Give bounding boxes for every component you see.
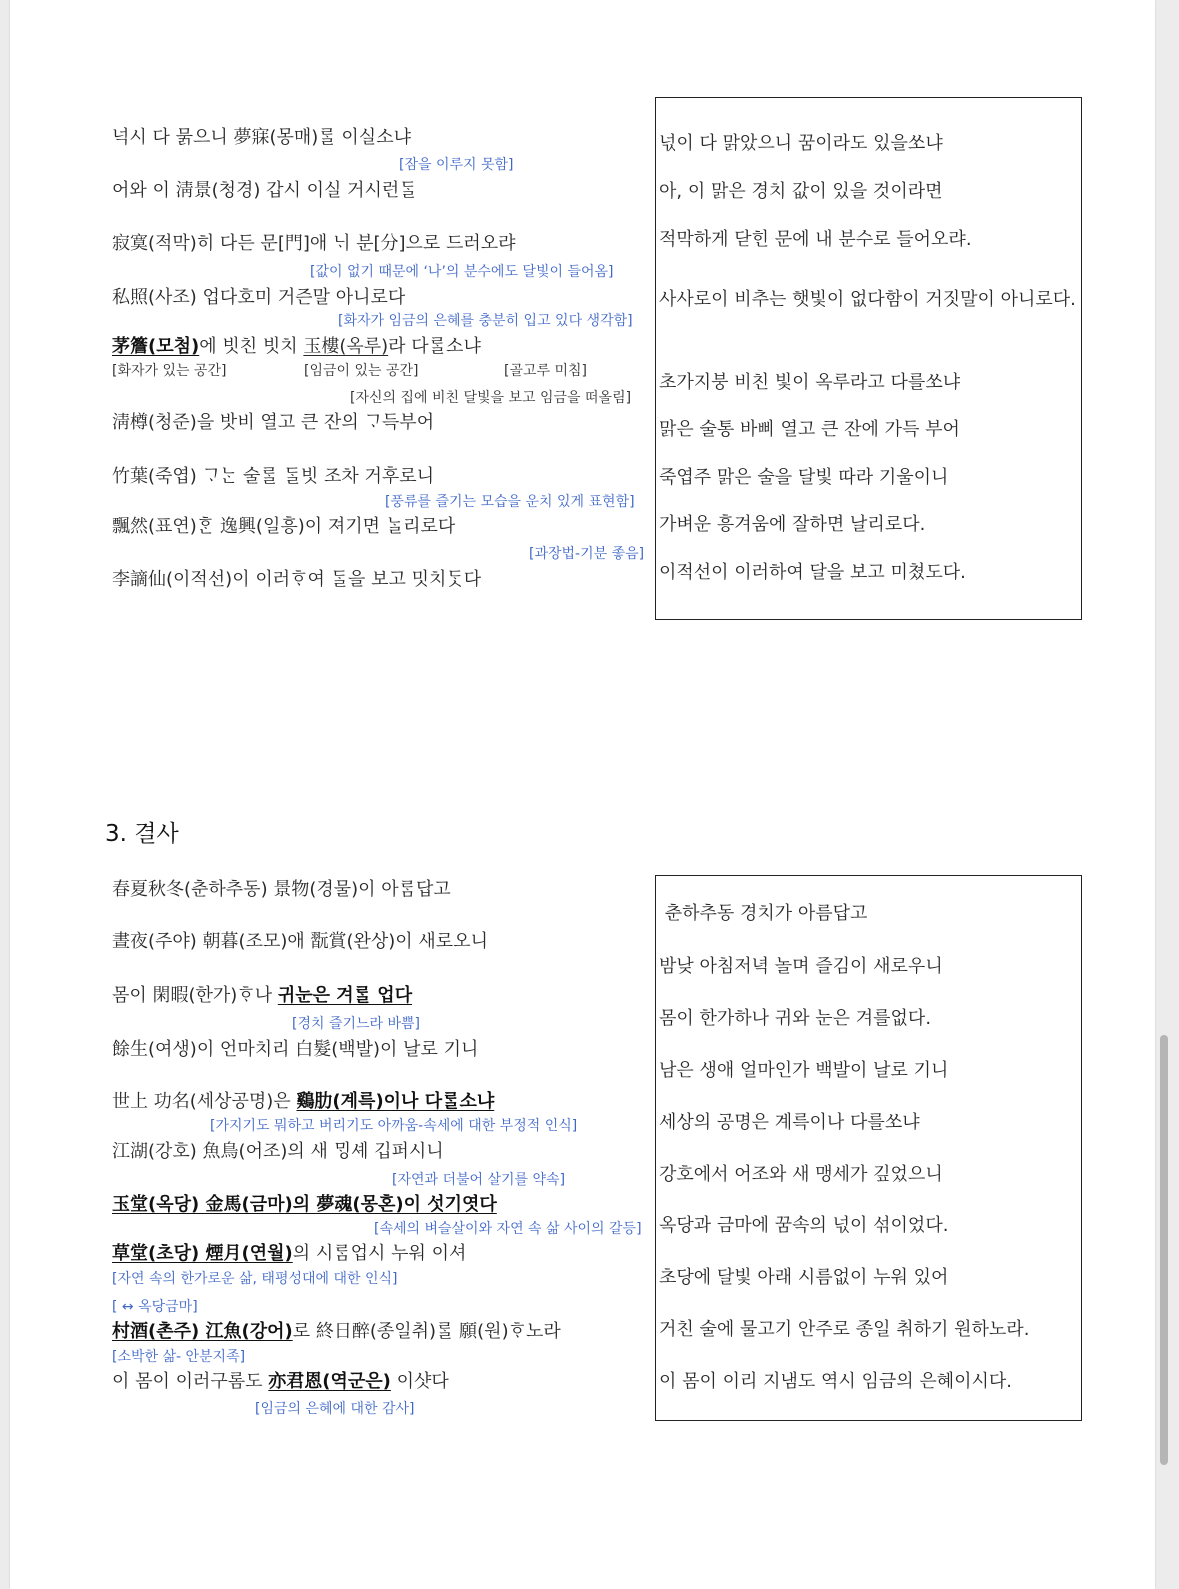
emphasis-text: 茅簷(모첨) xyxy=(112,336,200,357)
poem-line: 李謫仙(이적선)이 이러ᄒᆞ여 ᄃᆞᆯ을 보고 밋치ᄃᆞᆺ다 xyxy=(112,569,482,590)
poem-line xyxy=(112,1194,497,1216)
poem-line: 寂寞(적막)히 다든 문[門]애 ᄂᆡ 분[分]으로 드러오랴 xyxy=(112,233,516,254)
poem-line: 飄然(표연)ᄒᆞᆫ 逸興(일흥)이 져기면 ᄂᆞᆯ리로다 xyxy=(112,516,456,537)
line-text: 世上 功名(세상공명)은 xyxy=(112,1091,297,1112)
translation-line: 이 몸이 이리 지냄도 역시 임금의 은혜이시다. xyxy=(659,1371,1013,1392)
annotation: [화자가 임금의 은혜를 충분히 입고 있다 생각함] xyxy=(338,313,633,329)
emphasis-text: 귀눈은 겨ᄅᆞᆯ 업다 xyxy=(277,985,413,1006)
line-text: 이샷다 xyxy=(390,1371,449,1392)
translation-box xyxy=(655,875,1082,1421)
poem-line xyxy=(112,1321,561,1343)
poem-line: 晝夜(주야) 朝暮(조모)애 翫賞(완상)이 새로오니 xyxy=(112,931,488,952)
annotation: [화자가 있는 공간] xyxy=(112,363,227,379)
poem-line: 江湖(강호) 魚鳥(어조)의 새 ᄆᆡᆼ셰 깁퍼시니 xyxy=(112,1141,444,1162)
annotation: [경치 즐기느라 바쁨] xyxy=(292,1016,421,1032)
translation-line: 적막하게 닫힌 문에 내 분수로 들어오랴. xyxy=(659,229,972,250)
underlined-text: 玉樓(옥루) xyxy=(303,336,389,357)
poem-line: 넉시 다 묽으니 夢寐(몽매)ᄅᆞᆯ 이실소냐 xyxy=(112,127,411,148)
translation-line: 세상의 공명은 계륵이나 다를쏘냐 xyxy=(659,1112,920,1133)
translation-line: 사사로이 비추는 햇빛이 없다함이 거짓말이 아니로다. xyxy=(659,289,1076,310)
vertical-scrollbar[interactable] xyxy=(1160,1035,1168,1465)
annotation: [임금의 은혜에 대한 감사] xyxy=(255,1401,415,1417)
poem-line: 어와 이 淸景(청경) 갑시 이실 거시런ᄃᆞᆯ xyxy=(112,180,417,201)
annotation: [임금이 있는 공간] xyxy=(304,363,419,379)
translation-line: 강호에서 어조와 새 맹세가 깊었으니 xyxy=(659,1164,943,1185)
line-text: 에 빗친 빗치 xyxy=(199,336,304,357)
line-text: 의 시ᄅᆞᆷ업시 누워 이셔 xyxy=(292,1243,467,1264)
emphasis-text: 草堂(초당) 煙月(연월) xyxy=(112,1243,293,1264)
line-text: 몸이 閑暇(한가)ᄒᆞ나 xyxy=(112,985,278,1006)
emphasis-text: 亦君恩(역군은) xyxy=(268,1371,391,1392)
translation-line: 죽엽주 맑은 술을 달빛 따라 기울이니 xyxy=(659,467,949,488)
annotation: [값이 없기 때문에 ‘나’의 분수에도 달빛이 들어옴] xyxy=(310,264,614,280)
document-page xyxy=(10,0,1155,1589)
poem-line: 餘生(여생)이 언마치리 白髮(백발)이 날로 기니 xyxy=(112,1039,479,1060)
line-text: 라 다ᄅᆞᆯ소냐 xyxy=(388,336,481,357)
line-text: 로 終日醉(종일취)ᄅᆞᆯ 願(원)ᄒᆞ노라 xyxy=(292,1321,561,1342)
translation-line: 맑은 술통 바삐 열고 큰 잔에 가득 부어 xyxy=(659,419,960,440)
translation-line: 남은 생애 얼마인가 백발이 날로 기니 xyxy=(659,1060,949,1081)
poem-line xyxy=(112,336,481,358)
poem-line xyxy=(112,1091,494,1113)
annotation: [풍류를 즐기는 모습을 운치 있게 표현함] xyxy=(385,494,635,510)
translation-line: 아, 이 맑은 경치 값이 있을 것이라면 xyxy=(659,181,943,202)
poem-line: 私照(사조) 업다호미 거즌말 아니로다 xyxy=(112,287,406,308)
translation-box xyxy=(655,97,1082,620)
annotation: [잠을 이루지 못함] xyxy=(399,157,514,173)
translation-line: 가벼운 흥겨움에 잘하면 날리로다. xyxy=(659,514,926,535)
translation-line: 몸이 한가하나 귀와 눈은 겨를없다. xyxy=(659,1008,932,1029)
translation-line: 춘하추동 경치가 아름답고 xyxy=(659,903,868,924)
line-text: 이 몸이 이러구롬도 xyxy=(112,1371,269,1392)
emphasis-text: 鷄肋(계륵)이나 다ᄅᆞᆯ소냐 xyxy=(296,1091,495,1112)
poem-line: 春夏秋冬(춘하추동) 景物(경물)이 아ᄅᆞᆷ답고 xyxy=(112,879,451,900)
translation-line: 이적선이 이러하여 달을 보고 미쳤도다. xyxy=(659,562,966,583)
annotation: [골고루 미침] xyxy=(504,363,587,379)
translation-line: 밤낮 아침저녁 놀며 즐김이 새로우니 xyxy=(659,956,943,977)
translation-line: 거친 술에 물고기 안주로 종일 취하기 원하노라. xyxy=(659,1319,1030,1340)
annotation: [과장법-기분 좋음] xyxy=(529,546,645,562)
translation-line: 옥당과 금마에 꿈속의 넋이 섞이었다. xyxy=(659,1215,949,1236)
emphasis-text: 玉堂(옥당) 金馬(금마)의 夢魂(몽혼)이 섯기엿다 xyxy=(112,1194,497,1215)
annotation: [자연 속의 한가로운 삶, 태평성대에 대한 인식] xyxy=(112,1271,398,1287)
annotation: [자연과 더불어 살기를 약속] xyxy=(392,1172,566,1188)
poem-line: 竹葉(죽엽) ᄀᆞᄂᆞᆫ 술ᄅᆞᆯ ᄃᆞᆯ빗 조차 거후로니 xyxy=(112,466,435,487)
annotation: [가지기도 뭐하고 버리기도 아까움-속세에 대한 부정적 인식] xyxy=(210,1118,578,1134)
annotation: [ ↔ 옥당금마] xyxy=(112,1299,198,1315)
annotation: [속세의 벼슬살이와 자연 속 삶 사이의 갈등] xyxy=(374,1221,642,1237)
translation-line: 초가지붕 비친 빛이 옥루라고 다를쏘냐 xyxy=(659,372,961,393)
translation-line: 초당에 달빛 아래 시름없이 누워 있어 xyxy=(659,1267,949,1288)
poem-line xyxy=(112,985,412,1007)
translation-line: 넋이 다 맑았으니 꿈이라도 있을쏘냐 xyxy=(659,133,943,154)
poem-line: 淸樽(청준)을 밧비 열고 큰 잔의 ᄀᆞ득부어 xyxy=(112,412,435,433)
emphasis-text: 村酒(촌주) 江魚(강어) xyxy=(112,1321,293,1342)
annotation: [자신의 집에 비친 달빛을 보고 임금을 떠올림] xyxy=(350,390,632,406)
section-title: 3. 결사 xyxy=(105,821,179,847)
annotation: [소박한 삶- 안분지족] xyxy=(112,1349,246,1365)
poem-line xyxy=(112,1371,449,1393)
poem-line xyxy=(112,1243,466,1265)
